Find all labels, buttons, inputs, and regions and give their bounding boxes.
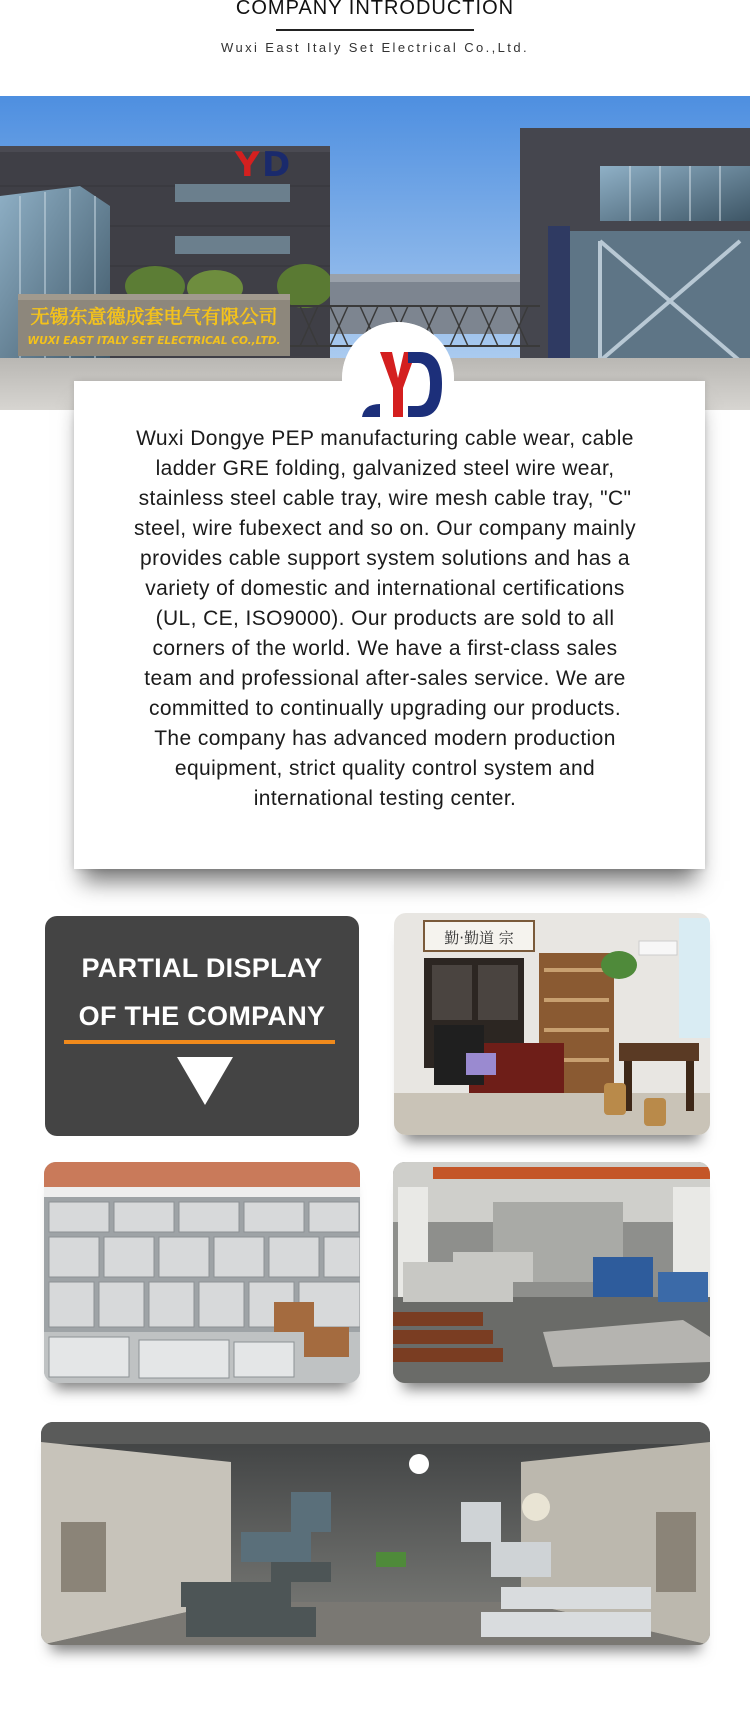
company-logo bbox=[342, 322, 454, 434]
description-line: The company has advanced modern production bbox=[154, 727, 616, 750]
triangle-down-icon bbox=[177, 1057, 233, 1105]
company-name: Wuxi East Italy Set Electrical Co.,Ltd. bbox=[221, 40, 529, 55]
orange-underline bbox=[64, 1040, 335, 1044]
description-line: ladder GRE folding, galvanized steel wire wear, bbox=[155, 457, 615, 480]
partial-display-title-line1: PARTIAL DISPLAY bbox=[81, 953, 323, 983]
description-line: international testing center. bbox=[253, 787, 517, 810]
partial-display-title-line2: OF THE COMPANY bbox=[78, 1001, 326, 1031]
title-divider bbox=[276, 29, 474, 31]
workshop-photo bbox=[393, 1162, 710, 1383]
sign-chinese-text: 无锡东意德成套电气有限公司 bbox=[30, 306, 278, 328]
factory-floor-photo bbox=[41, 1422, 710, 1645]
description-line: corners of the world. We have a first-class sales bbox=[152, 637, 618, 660]
svg-text:D: D bbox=[262, 145, 291, 185]
description-line: provides cable support system solutions and has a bbox=[139, 547, 631, 570]
description-line: Wuxi Dongye PEP manufacturing cable wear, cable bbox=[136, 427, 634, 450]
office-photo bbox=[394, 913, 710, 1135]
description-line: steel, wire fubexect and so on. Our company mainly bbox=[133, 517, 637, 540]
description-line: equipment, strict quality control system and bbox=[174, 757, 596, 780]
calligraphy-scroll: 勤·勤道 宗 bbox=[444, 929, 514, 947]
company-description bbox=[100, 424, 670, 814]
description-line: team and professional after-sales service. We are bbox=[144, 667, 626, 690]
sign-english-text: WUXI EAST ITALY SET ELECTRICAL CO.,LTD. bbox=[27, 335, 281, 347]
cable-tray-stock-photo bbox=[44, 1162, 360, 1383]
description-line: committed to continually upgrading our products. bbox=[148, 697, 622, 720]
description-line: variety of domestic and international certifications bbox=[145, 577, 625, 600]
description-line: (UL, CE, ISO9000). Our products are sold to all bbox=[155, 607, 615, 630]
description-line: stainless steel cable tray, wire mesh cable tray, "C" bbox=[138, 487, 632, 510]
svg-text:Y: Y bbox=[235, 145, 260, 185]
page-title: COMPANY INTRODUCTION bbox=[235, 0, 515, 19]
